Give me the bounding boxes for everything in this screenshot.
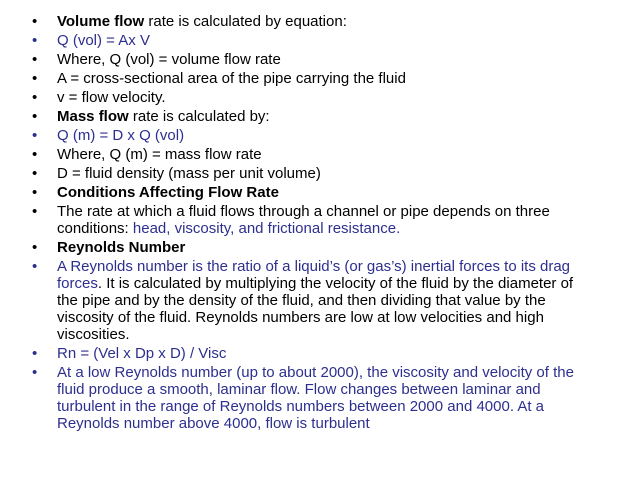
bullet-heading-text: Mass flow: [57, 108, 129, 125]
bullet-item: [32, 203, 598, 237]
bullet-marker: •: [32, 13, 38, 30]
bullet-text: Rn = (Vel x Dp x D) / Visc: [57, 345, 227, 362]
bullet-marker: •: [32, 70, 38, 87]
bullet-marker: •: [32, 127, 38, 144]
bullet-item: [32, 70, 598, 87]
bullet-marker: •: [32, 239, 38, 256]
bullet-text: Where, Q (vol) = volume flow rate: [57, 51, 281, 68]
bullet-item: [32, 258, 598, 343]
bullet-heading-text: Conditions Affecting Flow Rate: [57, 184, 279, 201]
bullet-marker: •: [32, 51, 38, 68]
bullet-item: [32, 345, 598, 362]
bullet-list: [32, 13, 598, 432]
bullet-text: At a low Reynolds number (up to about 2000), the viscosity and velocity of the fluid produce a smooth, laminar flow. Flow changes between laminar and turbulent in the range of Reynolds numbers between 2000 and 4000. At a Reynolds number above 4000, flow is turbulent: [57, 364, 574, 432]
bullet-marker: •: [32, 89, 38, 106]
bullet-marker: •: [32, 108, 38, 125]
bullet-marker: •: [32, 32, 38, 49]
bullet-text: v = flow velocity.: [57, 89, 166, 106]
bullet-item: [32, 13, 598, 30]
bullet-text: Q (vol) = Ax V: [57, 32, 150, 49]
bullet-text: D = fluid density (mass per unit volume): [57, 165, 321, 182]
bullet-text: Q (m) = D x Q (vol): [57, 127, 185, 144]
bullet-text: The rate at which a fluid flows through a channel or pipe depends on three conditions:: [57, 203, 550, 237]
bullet-text: Where, Q (m) = mass flow rate: [57, 146, 262, 163]
bullet-item: [32, 108, 598, 125]
bullet-text: A = cross-sectional area of the pipe carrying the fluid: [57, 70, 406, 87]
bullet-item: [32, 146, 598, 163]
bullet-marker: •: [32, 364, 38, 381]
bullet-text: A Reynolds number is the ratio of a liquid’s (or gas’s) inertial forces to its drag forces: [57, 258, 571, 292]
bullet-text: rate is calculated by:: [128, 108, 270, 125]
bullet-item: [32, 89, 598, 106]
bullet-text: head, viscosity, and frictional resistance.: [132, 220, 401, 237]
bullet-text: . It is calculated by multiplying the velocity of the fluid by the diameter of the pipe and by the density of the fluid, and then dividing that value by the viscosity of the fluid. Reynolds numbers are low at low velocities and high viscosities.: [57, 275, 574, 343]
bullet-marker: •: [32, 146, 38, 163]
bullet-marker: •: [32, 184, 38, 201]
bullet-marker: •: [32, 165, 38, 182]
bullet-item: [32, 127, 598, 144]
bullet-text: rate is calculated by equation:: [144, 13, 347, 30]
bullet-heading-text: Reynolds Number: [57, 239, 186, 256]
bullet-heading-text: Volume flow: [57, 13, 145, 30]
bullet-item: [32, 364, 598, 432]
bullet-item: [32, 239, 598, 256]
bullet-marker: •: [32, 203, 38, 220]
bullet-item: [32, 165, 598, 182]
bullet-item: [32, 32, 598, 49]
bullet-marker: •: [32, 345, 38, 362]
bullet-item: [32, 184, 598, 201]
bullet-marker: •: [32, 258, 38, 275]
bullet-item: [32, 51, 598, 68]
